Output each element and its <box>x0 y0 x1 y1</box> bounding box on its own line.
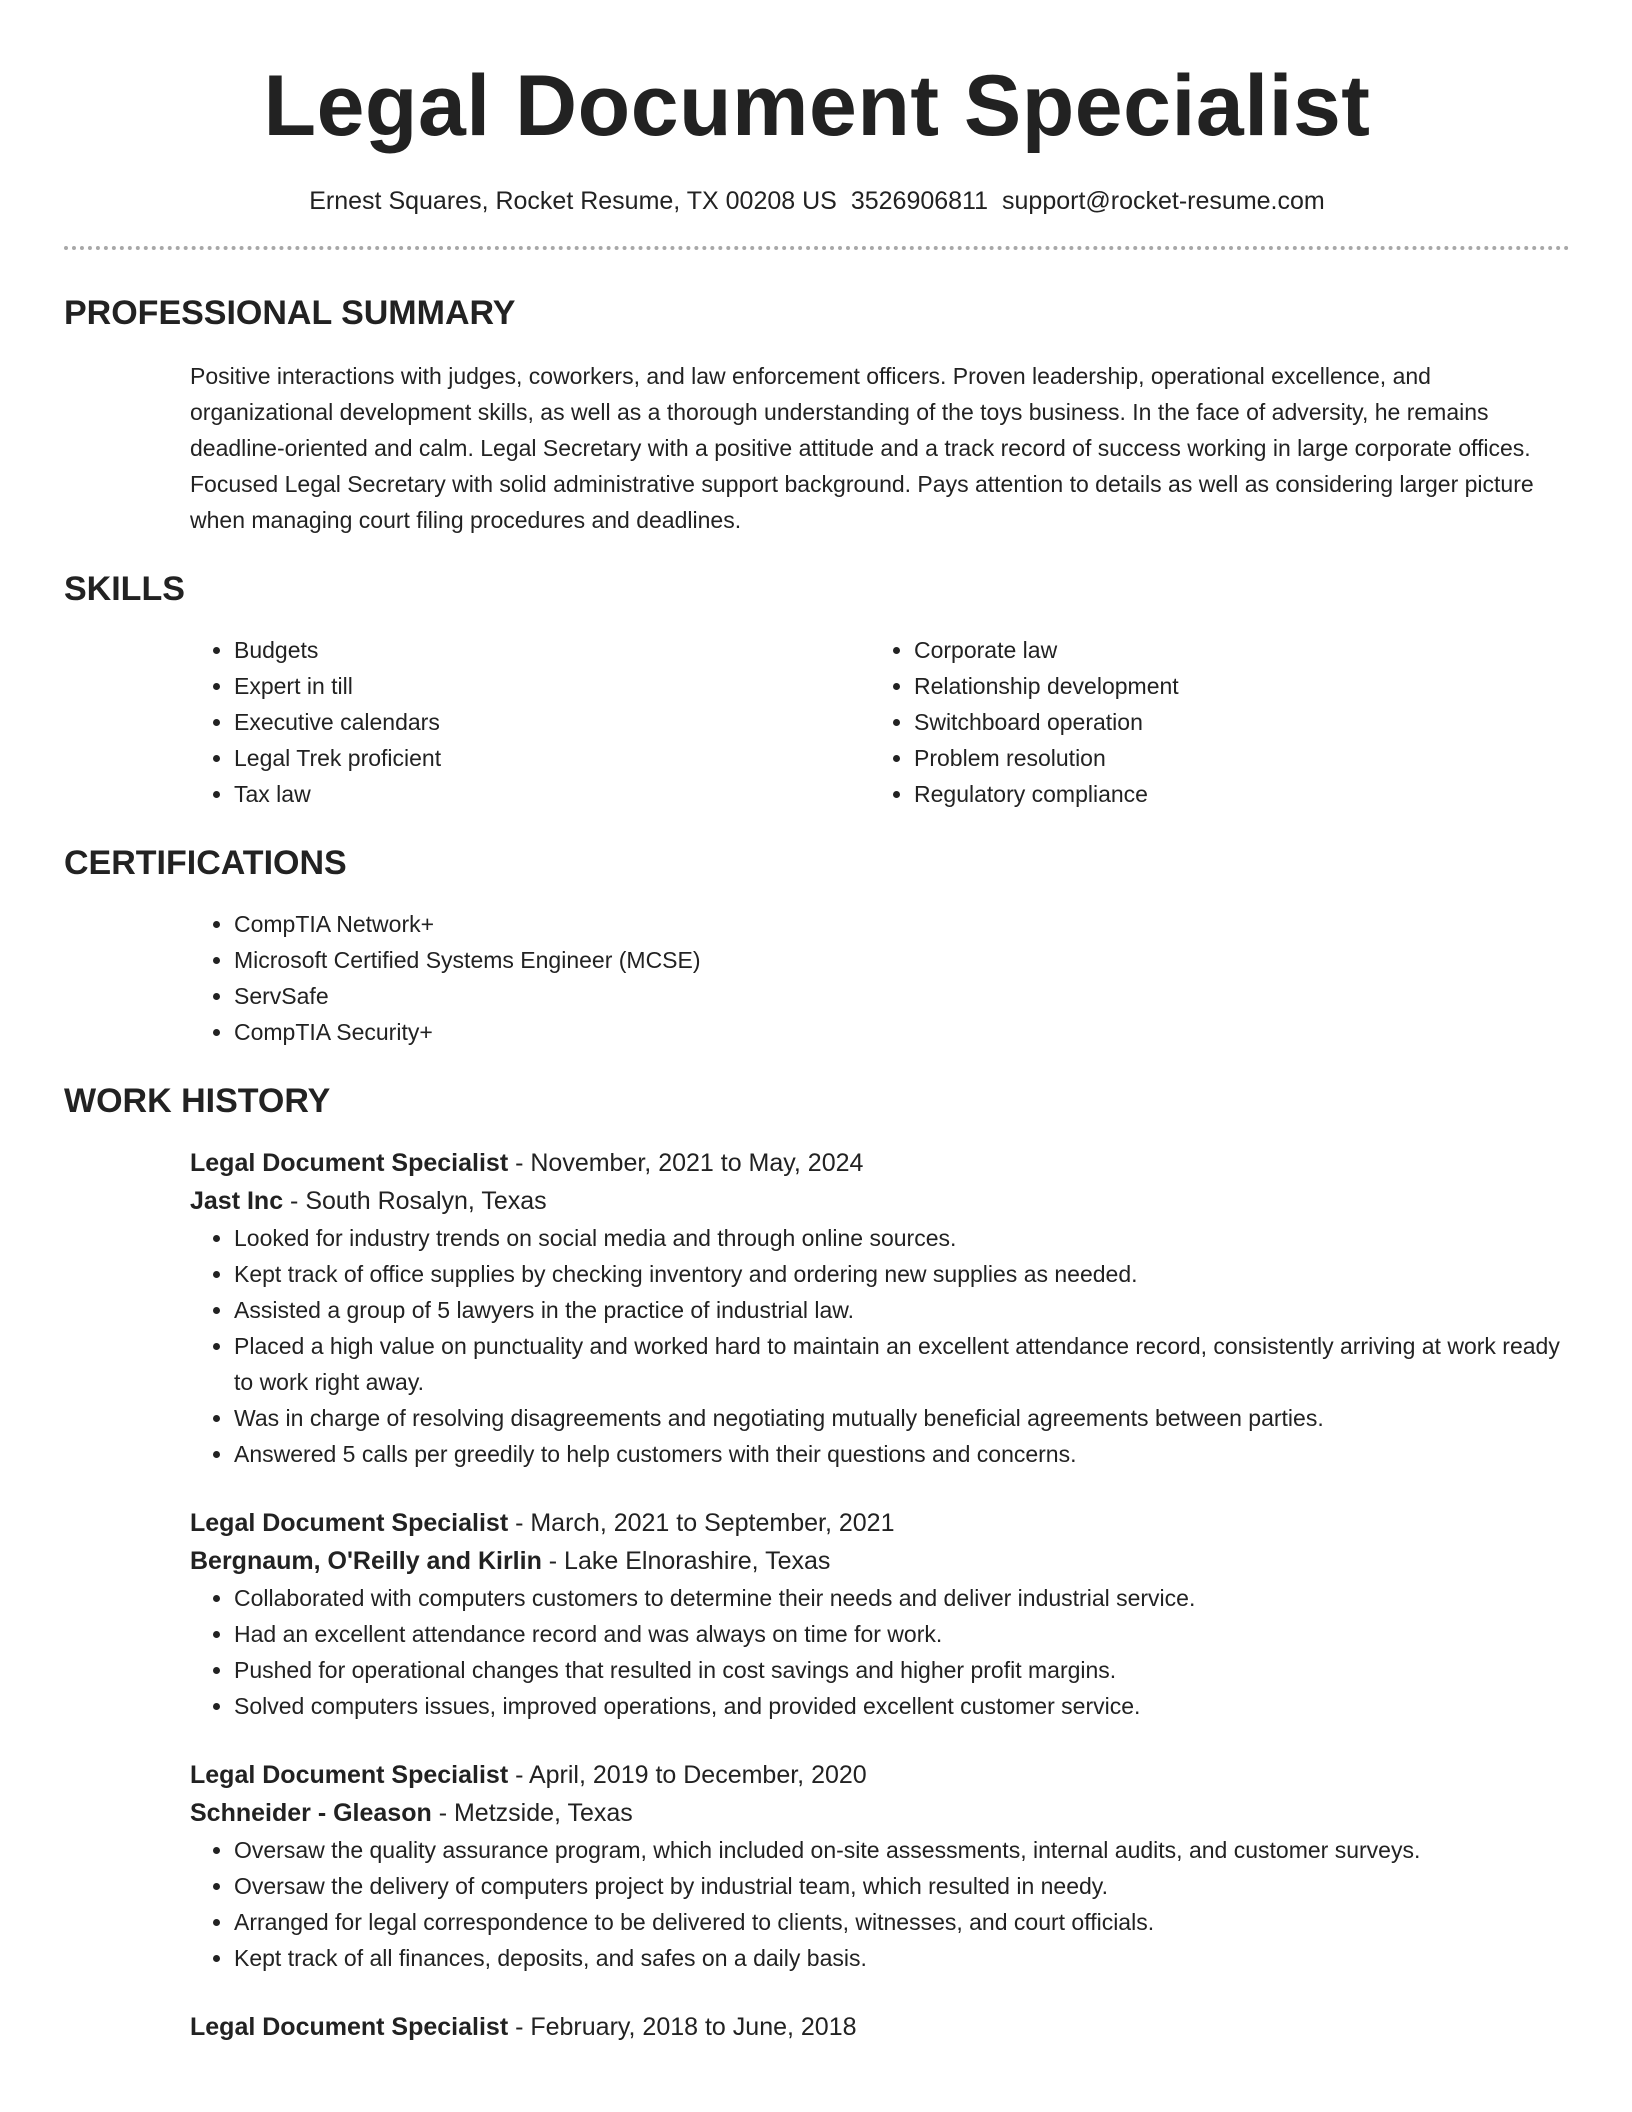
contact-address: Ernest Squares, Rocket Resume, TX 00208 US <box>309 187 837 215</box>
skills-heading: SKILLS <box>64 570 185 608</box>
certifications-list <box>190 906 1570 1050</box>
job-bullet: • Kept track of all finances, deposits, and safes on a daily basis. <box>234 1940 1570 1976</box>
job-location: - South Rosalyn, Texas <box>283 1187 547 1215</box>
job-bullet: • Solved computers issues, improved operations, and provided excellent customer service. <box>234 1688 1570 1724</box>
summary-text: Positive interactions with judges, coworkers, and law enforcement officers. Proven leadership, operational excellence, and organizational development skills, as well as a thorough understanding of the toys business. In the face of adversity, he remains deadline-oriented and calm. Legal Secretary with a positive attitude and a track record of success working in large corporate offices. Focused Legal Secretary with solid administrative support background. Pays attention to details as well as considering larger picture when managing court filing procedures and deadlines. <box>190 363 1534 533</box>
job-entry <box>190 2008 1570 2046</box>
skills-column-right <box>870 632 1550 812</box>
job-role: Legal Document Specialist <box>190 1761 509 1789</box>
job-bullets <box>190 1832 1570 1976</box>
job-bullet: • Assisted a group of 5 lawyers in the practice of industrial law. <box>234 1292 1570 1328</box>
header-divider <box>64 246 1570 250</box>
job-bullet: • Placed a high value on punctuality and worked hard to maintain an excellent attendance record, consistently arriving at work ready to work right away. <box>234 1328 1570 1400</box>
job-dates: - November, 2021 to May, 2024 <box>508 1149 864 1177</box>
job-bullet: • Was in charge of resolving disagreements and negotiating mutually beneficial agreements between parties. <box>234 1400 1570 1436</box>
job-bullet: • Collaborated with computers customers to determine their needs and deliver industrial service. <box>234 1580 1570 1616</box>
job-bullets <box>190 1220 1570 1472</box>
job-bullet: • Arranged for legal correspondence to be delivered to clients, witnesses, and court officials. <box>234 1904 1570 1940</box>
job-title-line <box>190 2008 1570 2046</box>
job-bullet: • Pushed for operational changes that resulted in cost savings and higher profit margins. <box>234 1652 1570 1688</box>
skill-item: • Relationship development <box>914 668 1550 704</box>
job-company-line <box>190 1794 1570 1832</box>
certification-item: • ServSafe <box>234 978 1570 1014</box>
skills-columns <box>190 632 1570 812</box>
job-location: - Metzside, Texas <box>431 1799 633 1827</box>
job-entry <box>190 1144 1570 1472</box>
skill-item: • Executive calendars <box>234 704 870 740</box>
job-bullet: • Oversaw the quality assurance program, which included on-site assessments, internal audits, and customer surveys. <box>234 1832 1570 1868</box>
skill-item: • Tax law <box>234 776 870 812</box>
job-company: Schneider - Gleason <box>190 1799 432 1827</box>
skill-item: • Regulatory compliance <box>914 776 1550 812</box>
skill-item: • Budgets <box>234 632 870 668</box>
job-dates: - February, 2018 to June, 2018 <box>508 2013 857 2041</box>
certification-item: • CompTIA Network+ <box>234 906 1570 942</box>
skill-item: • Switchboard operation <box>914 704 1550 740</box>
contact-phone: 3526906811 <box>850 187 989 215</box>
skill-item: • Expert in till <box>234 668 870 704</box>
skill-item: • Problem resolution <box>914 740 1550 776</box>
job-company-line <box>190 1542 1570 1580</box>
job-entry <box>190 1504 1570 1724</box>
resume-page <box>64 0 1570 2046</box>
job-company: Bergnaum, O'Reilly and Kirlin <box>190 1547 542 1575</box>
job-bullet: • Looked for industry trends on social media and through online sources. <box>234 1220 1570 1256</box>
skill-item: • Legal Trek proficient <box>234 740 870 776</box>
contact-line <box>64 184 1570 218</box>
job-bullet: • Kept track of office supplies by checking inventory and ordering new supplies as needed. <box>234 1256 1570 1292</box>
job-location: - Lake Elnorashire, Texas <box>541 1547 831 1575</box>
job-bullets <box>190 1580 1570 1724</box>
job-role: Legal Document Specialist <box>190 2013 509 2041</box>
certification-item: • Microsoft Certified Systems Engineer (MCSE) <box>234 942 1570 978</box>
work-history-heading: WORK HISTORY <box>64 1082 331 1120</box>
job-title-line <box>190 1756 1570 1794</box>
contact-email: support@rocket-resume.com <box>1002 187 1325 215</box>
job-role: Legal Document Specialist <box>190 1509 509 1537</box>
skills-column-left <box>190 632 870 812</box>
job-title-line <box>190 1504 1570 1542</box>
job-company-line <box>190 1182 1570 1220</box>
certification-item: • CompTIA Security+ <box>234 1014 1570 1050</box>
resume-name: Legal Document Specialist <box>263 58 1371 154</box>
job-dates: - April, 2019 to December, 2020 <box>508 1761 867 1789</box>
summary-heading: PROFESSIONAL SUMMARY <box>64 294 516 332</box>
job-bullet: • Answered 5 calls per greedily to help customers with their questions and concerns. <box>234 1436 1570 1472</box>
skill-item: • Corporate law <box>914 632 1550 668</box>
job-bullet: • Oversaw the delivery of computers project by industrial team, which resulted in needy. <box>234 1868 1570 1904</box>
job-company: Jast Inc <box>190 1187 284 1215</box>
job-role: Legal Document Specialist <box>190 1149 509 1177</box>
job-entry <box>190 1756 1570 1976</box>
certifications-heading: CERTIFICATIONS <box>64 844 347 882</box>
job-title-line <box>190 1144 1570 1182</box>
job-dates: - March, 2021 to September, 2021 <box>508 1509 895 1537</box>
job-bullet: • Had an excellent attendance record and was always on time for work. <box>234 1616 1570 1652</box>
